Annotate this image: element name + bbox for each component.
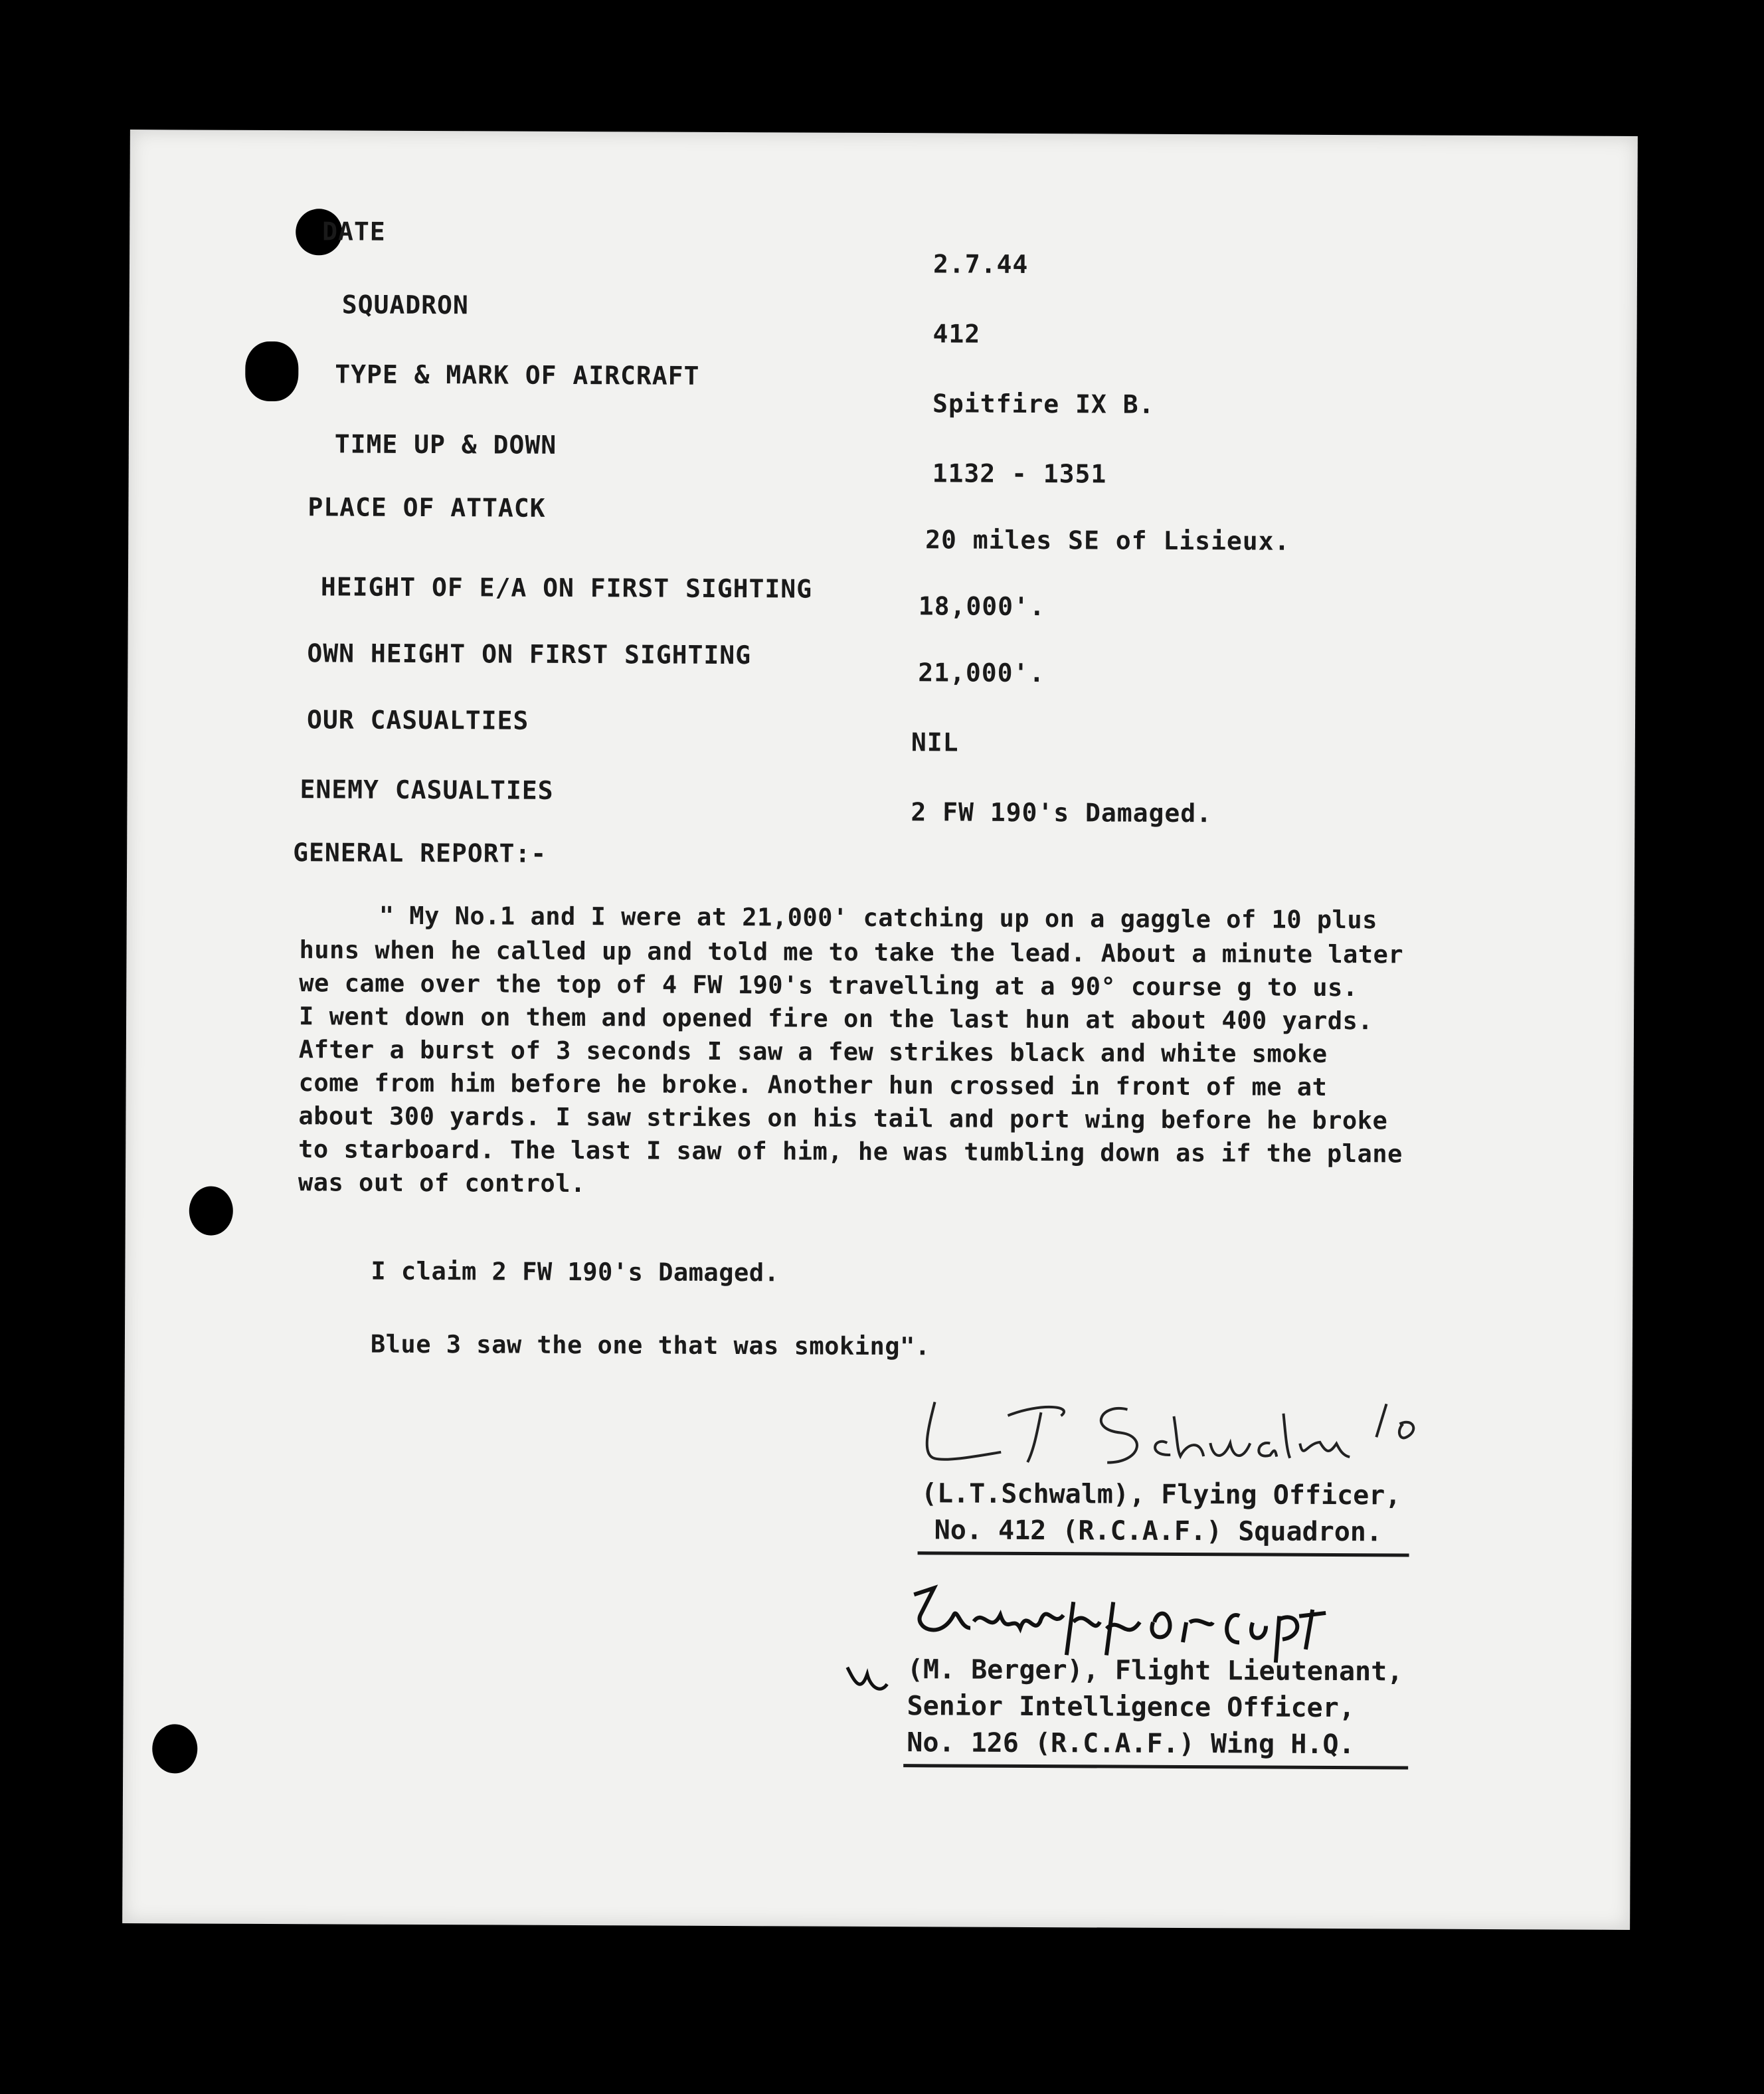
general-report-label: GENERAL REPORT:- xyxy=(293,838,547,868)
field-aircraft-value: Spitfire IX B. xyxy=(932,389,1155,419)
report-line: was out of control. xyxy=(298,1168,586,1198)
report-line: we came over the top of 4 FW 190's travelling at a 90° course g to us. xyxy=(299,969,1358,1002)
report-line: " My No.1 and I were at 21,000' catching up on a gaggle of 10 plus xyxy=(379,901,1378,935)
report-line: to starboard. The last I saw of him, he was tumbling down as if the plane xyxy=(298,1135,1403,1169)
field-place-value: 20 miles SE of Lisieux. xyxy=(925,525,1290,556)
intel-wing: No. 126 (R.C.A.F.) Wing H.Q. xyxy=(907,1727,1355,1761)
witness-line: Blue 3 saw the one that was smoking". xyxy=(370,1329,930,1361)
intel-title: Senior Intelligence Officer, xyxy=(907,1691,1355,1724)
field-squadron-value: 412 xyxy=(932,319,981,349)
field-time-label: TIME UP & DOWN xyxy=(334,429,557,460)
field-our-casualties-value: NIL xyxy=(911,727,959,757)
field-time-value: 1132 - 1351 xyxy=(932,458,1107,489)
field-enemy-casualties-value: 2 FW 190's Damaged. xyxy=(911,797,1213,828)
report-line: about 300 yards. I saw strikes on his tail and port wing before he broke xyxy=(298,1101,1388,1135)
punch-hole-upper xyxy=(245,341,298,401)
pilot-squadron: No. 412 (R.C.A.F.) Squadron. xyxy=(934,1515,1383,1548)
report-line: After a burst of 3 seconds I saw a few strikes black and white smoke xyxy=(298,1035,1328,1068)
field-enemy-casualties-label: ENEMY CASUALTIES xyxy=(300,775,554,805)
field-date-value: 2.7.44 xyxy=(932,249,1029,279)
report-page xyxy=(122,130,1638,1930)
punch-hole-middle xyxy=(189,1186,233,1235)
field-ea-height-label: HEIGHT OF E/A ON FIRST SIGHTING xyxy=(320,572,813,604)
field-own-height-value: 21,000'. xyxy=(918,658,1045,688)
report-line: come from him before he broke. Another hun crossed in front of me at xyxy=(298,1068,1328,1101)
intel-name-rank: (M. Berger), Flight Lieutenant, xyxy=(907,1654,1403,1687)
field-ea-height-value: 18,000'. xyxy=(918,591,1045,622)
field-own-height-label: OWN HEIGHT ON FIRST SIGHTING xyxy=(307,638,752,670)
pilot-underline xyxy=(918,1551,1409,1557)
field-aircraft-label: TYPE & MARK OF AIRCRAFT xyxy=(335,359,700,391)
pilot-name-rank: (L.T.Schwalm), Flying Officer, xyxy=(921,1478,1401,1511)
intel-underline xyxy=(903,1764,1408,1769)
field-date-label: DATE xyxy=(322,217,386,246)
report-line: huns when he called up and told me to take the lead. About a minute later xyxy=(299,935,1404,969)
field-our-casualties-label: OUR CASUALTIES xyxy=(306,705,529,735)
field-place-label: PLACE OF ATTACK xyxy=(308,492,546,523)
punch-hole-bottom xyxy=(152,1724,197,1773)
field-squadron-label: SQUADRON xyxy=(341,290,469,320)
report-line: I went down on them and opened fire on the last hun at about 400 yards. xyxy=(298,1002,1373,1036)
claim-line: I claim 2 FW 190's Damaged. xyxy=(371,1256,780,1287)
pilot-signature xyxy=(908,1375,1427,1483)
